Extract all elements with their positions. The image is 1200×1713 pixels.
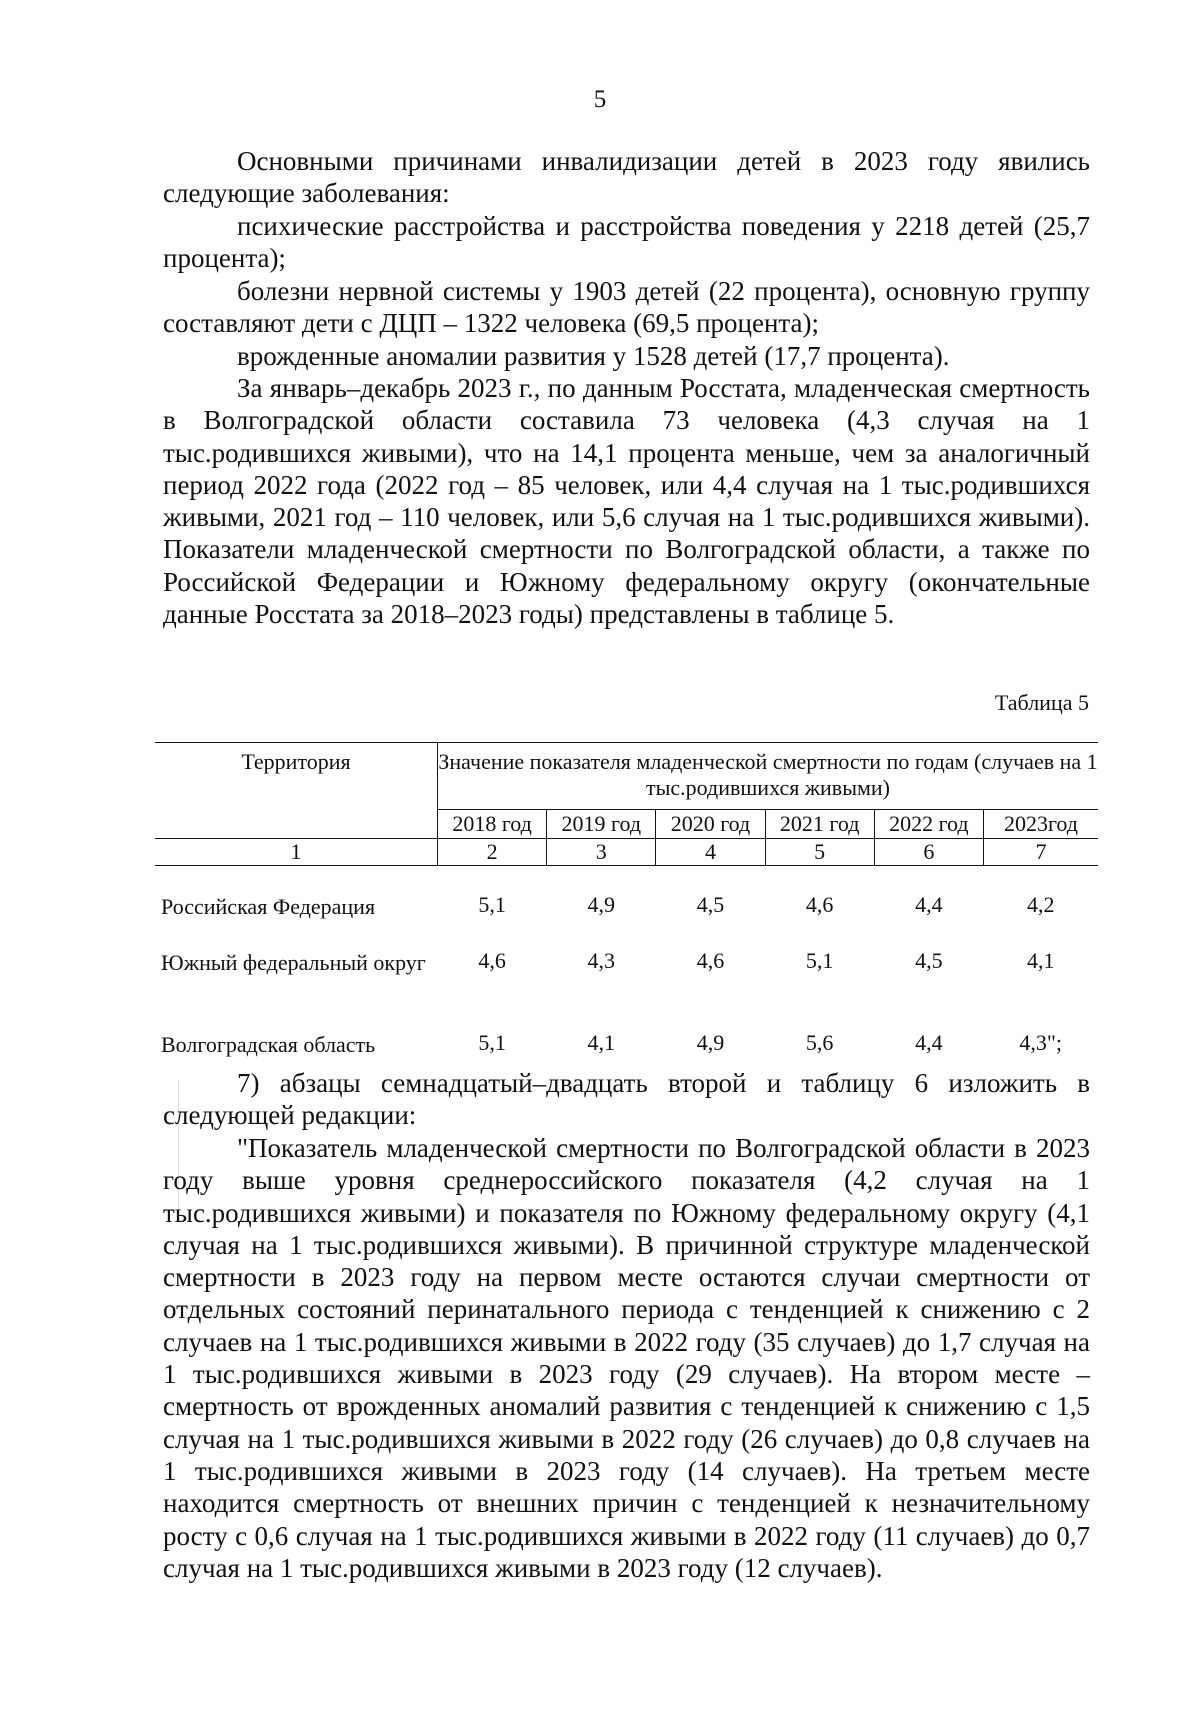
header-year: 2020 год — [656, 810, 765, 839]
table-cell: 4,4 — [915, 892, 943, 917]
column-number: 7 — [983, 839, 1098, 866]
header-year: 2018 год — [438, 810, 547, 839]
paragraph-infant-mortality-intro: За январь–декабрь 2023 г., по данным Росстата, младенческая смертность в Волгоградской области составила 73 человека (4,3 случая на 1 тыс.родившихся живыми), что на 14,1 процента меньше, чем за аналогичный период 2022 года (2022 год – 85 человек, или 4,4 случая на 1 тыс.родившихся живыми, 2021 год – 110 человек, или 5,6 случая на 1 тыс.родившихся живыми). Показатели младенческой смертности по Волгоградской области, а также по Российской Федерации и Южному федеральному округу (окончательные данные Росстата за 2018–2023 годы) представлены в таблице 5. — [163, 373, 1090, 630]
paragraph-disability-causes: Основными причинами инвалидизации детей в 2023 году явились следующие заболевания: — [163, 146, 1090, 209]
table-cell: 4,6 — [478, 948, 506, 973]
table-cell: 4,5 — [915, 948, 943, 973]
header-year: 2021 год — [765, 810, 874, 839]
table-cell: 4,4 — [915, 1030, 943, 1055]
table-cell: 5,1 — [478, 1030, 506, 1055]
table-row — [155, 866, 1098, 923]
table-cell: 4,9 — [587, 892, 616, 917]
territory-name: Южный федеральный округ — [161, 950, 426, 975]
paragraph-mental-disorders: психические расстройства и расстройства поведения у 2218 детей (25,7 процента); — [163, 211, 1090, 274]
table-cell: 4,3 — [587, 948, 616, 973]
table-cell: 4,5 — [696, 892, 725, 917]
paragraph-amendment-item-7: 7) абзацы семнадцатый–двадцать второй и таблицу 6 изложить в следующей редакции: — [163, 1068, 1090, 1131]
header-year: 2022 год — [874, 810, 983, 839]
header-indicator: Значение показателя младенческой смертности по годам (случаев на 1 тыс.родившихся живыми) — [438, 743, 1099, 810]
column-number: 6 — [874, 839, 983, 866]
column-number: 3 — [547, 839, 656, 866]
column-number: 2 — [438, 839, 547, 866]
table-cell: 4,1 — [1026, 948, 1055, 973]
header-territory: Территория — [155, 743, 438, 839]
paragraph-congenital-anomalies: врожденные аномалии развития у 1528 детей (17,7 процента). — [237, 341, 950, 371]
infant-mortality-table — [155, 742, 1098, 1060]
table-cell: 4,6 — [696, 948, 725, 973]
column-number: 1 — [155, 839, 438, 866]
table-cell: 5,1 — [805, 948, 834, 973]
table-row — [155, 1014, 1098, 1060]
territory-name: Волгоградская область — [161, 1032, 376, 1057]
table-column-numbers-row — [155, 839, 1098, 866]
column-number: 5 — [765, 839, 874, 866]
header-year: 2023год — [983, 810, 1098, 839]
paragraph-nervous-system: болезни нервной системы у 1903 детей (22 процента), основную группу составляют дети с ДЦП – 1322 человека (69,5 процента); — [163, 276, 1090, 339]
table-cell: 4,6 — [805, 892, 834, 917]
table-cell: 4,2 — [1026, 892, 1055, 917]
table-row — [155, 922, 1098, 1014]
header-year: 2019 год — [547, 810, 656, 839]
table-cell: 4,3"; — [1019, 1030, 1063, 1055]
table-header-row — [155, 743, 1098, 810]
table-cell: 5,6 — [805, 1030, 834, 1055]
table-cell: 5,1 — [478, 892, 506, 917]
paragraph-new-wording: "Показатель младенческой смертности по Волгоградской области в 2023 году выше уровня среднероссийского показателя (4,2 случая на 1 тыс.родившихся живыми) и показателя по Южному федеральному округу (4,1 случая на 1 тыс.родившихся живыми). В причинной структуре младенческой смертности в 2023 году на первом месте остаются случаи смертности от отдельных состояний перинатального периода с тенденцией к снижению с 2 случаев на 1 тыс.родившихся живыми в 2022 году (35 случаев) до 1,7 случая на 1 тыс.родившихся живыми в 2023 году (29 случаев). На втором месте – смертность от врожденных аномалий развития с тенденцией к снижению с 1,5 случая на 1 тыс.родившихся живыми в 2022 году (26 случаев) до 0,8 случаев на 1 тыс.родившихся живыми в 2023 году (14 случаев). На третьем месте находится смертность от внешних причин с тенденцией к незначительному росту с 0,6 случая на 1 тыс.родившихся живыми в 2022 году (11 случаев) до 0,7 случая на 1 тыс.родившихся живыми в 2023 году (12 случаев). — [163, 1133, 1090, 1583]
table-caption: Таблица 5 — [994, 690, 1089, 715]
table-cell: 4,9 — [696, 1030, 725, 1055]
page-number: 5 — [593, 86, 607, 113]
table-cell: 4,1 — [587, 1030, 616, 1055]
territory-name: Российская Федерация — [161, 894, 376, 919]
column-number: 4 — [656, 839, 765, 866]
